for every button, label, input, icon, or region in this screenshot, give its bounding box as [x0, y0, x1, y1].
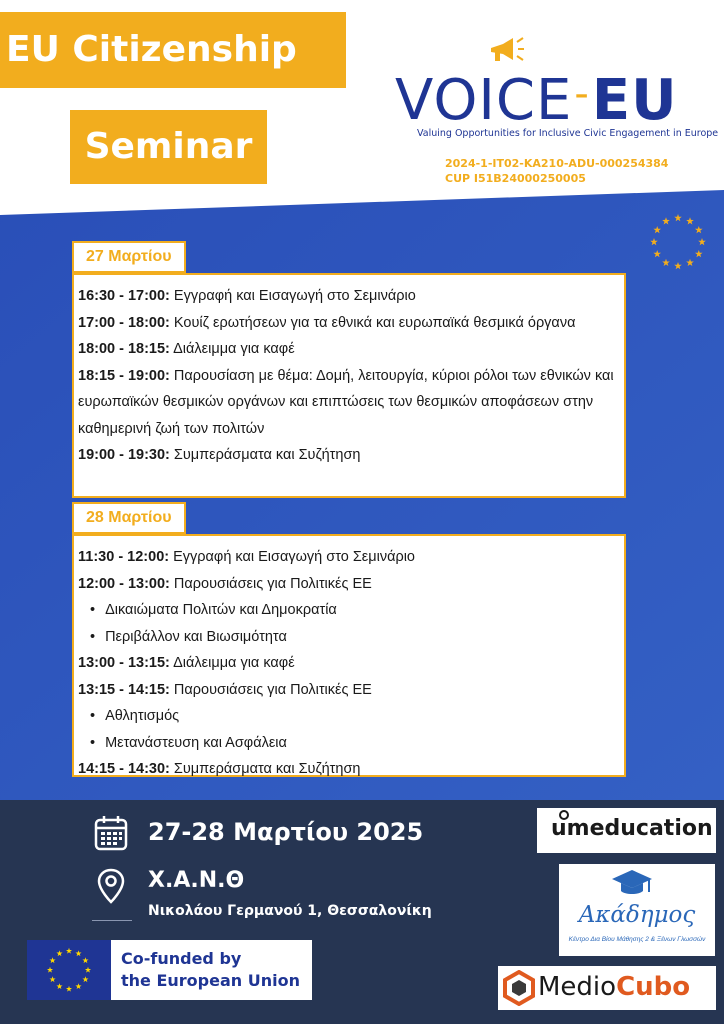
star-icon [698, 238, 706, 245]
hexagon-icon [502, 970, 536, 1006]
location-pin-icon [96, 868, 126, 904]
row-time: 16:30 - 17:00: [78, 288, 170, 304]
row-text: Εγγραφή και Εισαγωγή στο Σεμινάριο [169, 549, 415, 565]
row-time: 17:00 - 18:00: [78, 314, 170, 331]
graduation-cap-icon [611, 868, 653, 898]
schedule-row [78, 756, 620, 783]
star-icon [695, 226, 703, 233]
schedule-row [78, 363, 620, 443]
cofunded-text [121, 948, 300, 992]
cofunded-line-1: Co-funded by [121, 949, 242, 968]
schedule-row [78, 571, 620, 598]
row-text: Παρουσίαση με θέμα: Δομή, λειτουργία, κύριοι ρόλοι των εθνικών και ευρωπαϊκών θεσμικών οργάνων και επιπτώσεις των θεσμικών αποφάσεων στην καθημερινή ζωή των πολιτών [78, 367, 614, 437]
star-icon [653, 250, 661, 257]
logo-dash: - [574, 71, 590, 117]
star-icon [662, 259, 670, 266]
row-text: Κουίζ ερωτήσεων για τα εθνικά και ευρωπαϊκά θεσμικά όργανα [169, 314, 576, 331]
cubo-text: Cubo [616, 972, 691, 1002]
star-icon [674, 262, 682, 269]
logo-wordmark [395, 62, 678, 133]
voice-eu-logo [395, 36, 719, 196]
row-time: 19:00 - 19:30: [78, 447, 170, 463]
list-item: • Αθλητισμός [78, 703, 620, 730]
akadimos-subtitle: Κέντρο Δια Βίου Μάθησης 2 & Ξένων Γλωσσών [568, 936, 706, 943]
day-1-schedule [72, 273, 626, 498]
day-2-label: 28 Μαρτίου [72, 502, 186, 534]
schedule-row [78, 650, 620, 677]
row-time: 13:00 - 13:15: [78, 655, 170, 671]
list-item: • Δικαιώματα Πολιτών και Δημοκρατία [78, 597, 620, 624]
schedule-row [78, 677, 620, 704]
event-address: Νικολάου Γερμανού 1, Θεσσαλονίκη [148, 903, 432, 919]
event-place: Χ.Α.Ν.Θ [148, 868, 245, 893]
day-1-label: 27 Μαρτίου [72, 241, 186, 273]
star-icon [686, 259, 694, 266]
eu-flag-icon [27, 940, 111, 1000]
medio-text: Medio [538, 972, 617, 1002]
schedule-row [78, 310, 620, 337]
row-time: 13:15 - 14:15: [78, 681, 170, 698]
umeducation-logo [537, 808, 716, 853]
cup-code: CUP I51B24000250005 [445, 172, 586, 185]
logo-eu: EU [591, 68, 678, 133]
star-icon [650, 238, 658, 245]
event-date: 27-28 Μαρτίου 2025 [148, 818, 424, 846]
star-icon [653, 226, 661, 233]
title-line-1: EU Citizenship [0, 12, 346, 88]
row-text: Παρουσιάσεις για Πολιτικές ΕΕ [169, 575, 372, 592]
akadimos-logo [559, 864, 715, 956]
schedule-row [78, 442, 620, 469]
divider [92, 920, 132, 921]
row-text: Συμπεράσματα και Συζήτηση [169, 447, 361, 463]
mediocubo-text [538, 972, 690, 1002]
project-code: 2024-1-IT02-KA210-ADU-000254384 [445, 157, 669, 170]
logo-voice: VOICE [395, 68, 573, 133]
schedule-row [78, 336, 620, 363]
row-text: Διάλειμμα για καφέ [169, 655, 295, 671]
project-codes [445, 156, 668, 186]
day-2-schedule [72, 534, 626, 777]
list-item: • Περιβάλλον και Βιωσιμότητα [78, 624, 620, 651]
cofunded-line-2: the European Union [121, 971, 300, 990]
umeducation-text: umeducation [551, 816, 713, 841]
star-icon [695, 250, 703, 257]
star-icon [686, 217, 694, 224]
schedule-row [78, 544, 620, 571]
cofunded-eu-logo [27, 940, 312, 1000]
row-text: Εγγραφή και Εισαγωγή στο Σεμινάριο [169, 288, 416, 304]
row-text: Διάλειμμα για καφέ [169, 341, 295, 357]
row-time: 14:15 - 14:30: [78, 761, 170, 777]
calendar-icon [94, 815, 128, 851]
title-line-2: Seminar [70, 110, 267, 184]
mediocubo-logo [498, 966, 716, 1010]
logo-tagline: Valuing Opportunities for Inclusive Civic Engagement in Europe [417, 128, 719, 139]
row-time: 18:15 - 19:00: [78, 367, 170, 384]
row-text: Συμπεράσματα και Συζήτηση [169, 761, 361, 777]
row-text: Παρουσιάσεις για Πολιτικές ΕΕ [169, 681, 372, 698]
row-time: 11:30 - 12:00: [78, 549, 170, 565]
akadimos-text: Ακάδημος [578, 902, 696, 928]
row-time: 18:00 - 18:15: [78, 341, 170, 357]
star-icon [662, 217, 670, 224]
eu-stars-icon [648, 212, 708, 272]
schedule-row [78, 283, 620, 310]
list-item: • Μετανάστευση και Ασφάλεια [78, 730, 620, 757]
row-time: 12:00 - 13:00: [78, 575, 170, 592]
star-icon [674, 214, 682, 221]
